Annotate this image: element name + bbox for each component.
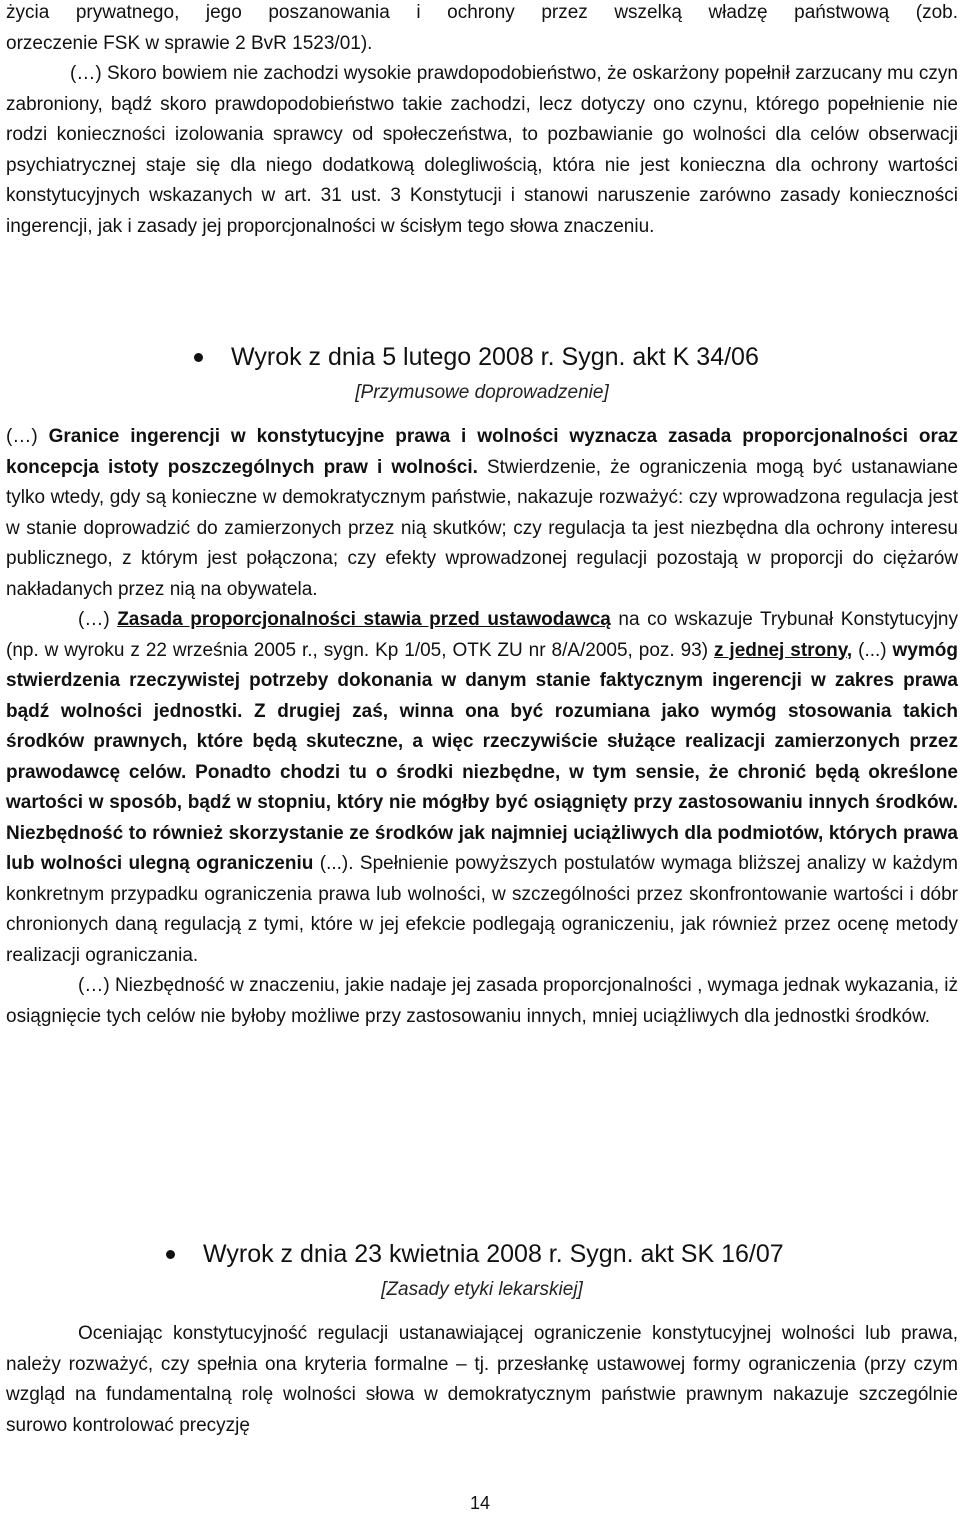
section-title: Wyrok z dnia 5 lutego 2008 r. Sygn. akt K 34/06 <box>231 343 759 371</box>
body-text: (...). Spełnienie powyższych postulatów wymaga bliższej analizy w każdym konkretnym przypadku ograniczenia prawa lub wolności, w szczególności przez skonfrontowanie wartości i dóbr chronionych daną regulacją z tymi, które w jej efekcie podlegają ograniczeniu, jak również przez ocenę metody realizacji ograniczania. <box>6 853 958 966</box>
paragraph-proportionality <box>6 605 958 971</box>
ellipsis-marker: (…) <box>6 426 49 447</box>
bold-statement: Granice ingerencji w konstytucyjne prawa i wolności wyznacza zasada proporcjonalności oraz koncepcja istoty poszczególnych praw i wolności. <box>6 426 958 478</box>
section-heading <box>6 1237 958 1271</box>
section-title: Wyrok z dnia 23 kwietnia 2008 r. Sygn. akt SK 16/07 <box>203 1240 784 1268</box>
section-subtitle: [Przymusowe doprowadzenie] <box>355 382 609 403</box>
body-text: (...) <box>852 639 893 661</box>
section-sk-16-07 <box>6 1237 958 1441</box>
body-text: na co wskazuje Trybunał Konstytucyjny (np. w wyroku z 22 września 2005 r., sygn. Kp 1/05, OTK ZU nr 8/A/2005, poz. 93) <box>6 609 958 661</box>
section-subtitle: [Zasady etyki lekarskiej] <box>381 1279 583 1300</box>
intro-block <box>6 0 958 242</box>
bullet-icon <box>166 1250 175 1259</box>
bullet-icon <box>194 353 203 362</box>
body-text: Stwierdzenie, że ograniczenia mogą być ustanawiane tylko wtedy, gdy są konieczne w demokratycznym państwie, nakazuje rozważyć: czy wprowadzona regulacja jest w stanie doprowadzić do zamierzonych przez nią skutków; czy regulacja ta jest niezbędna dla ochrony interesu publicznego, z którym jest połączona; czy efekty wprowadzonej regulacji pozostają w proporcji do ciężarów nakładanych przez nią na obywatela. <box>6 456 958 600</box>
bold-underlined-statement: Zasada proporcjonalności stawia przed ustawodawcą <box>117 609 611 630</box>
section-heading <box>6 340 958 374</box>
section-k-34-06 <box>6 340 958 1032</box>
paragraph-necessity: (…) Niezbędność w znaczeniu, jakie nadaje jej zasada proporcjonalności , wymaga jednak wykazania, iż osiągnięcie tych celów nie byłoby możliwe przy zastosowaniu innych, mniej uciążliwych dla jednostki środków. <box>6 975 958 1027</box>
paragraph-limits-of-interference <box>6 422 958 605</box>
continuation-line-1: życia prywatnego, jego poszanowania i ochrony przez wszelką władzę państwową (zob. <box>6 2 958 23</box>
paragraph-constitutional-review: Oceniając konstytucyjność regulacji ustanawiającej ograniczenie konstytucyjnej wolności lub prawa, należy rozważyć, czy spełnia ona kryteria formalne – tj. przesłankę ustawowej formy ograniczenia (przy czym wzgląd na fundamentalną rolę wolności słowa w demokratycznym państwie prawnym nakazuje szczególnie surowo kontrolować precyzję <box>6 1323 958 1436</box>
page-number: 14 <box>469 1493 491 1513</box>
bold-statement: wymóg stwierdzenia rzeczywistej potrzeby dokonania w danym stanie faktycznym ingerencji w zakres prawa bądź wolności jednostki. Z drugiej zaś, winna ona być rozumiana jako wymóg stosowania takich środków prawnych, które będą skuteczne, a więc rzeczywiście służące realizacji zamierzonych przez prawodawcę celów. Ponadto chodzi tu o środki niezbędne, w tym sensie, że chronić będą określone wartości w sposób, bądź w stopniu, który nie mógłby być osiągnięty przy zastosowaniu innych środków. Niezbędność to również skorzystanie ze środków jak najmniej uciążliwych dla podmiotów, których prawa lub wolności ulegną ograniczeniu <box>6 639 958 874</box>
paragraph-psychiatric-observation: (…) Skoro bowiem nie zachodzi wysokie prawdopodobieństwo, że oskarżony popełnił zarzucany mu czyn zabroniony, bądź skoro prawdopodobieństwo takie zachodzi, lecz dotyczy ono czynu, którego popełnienie nie rodzi konieczności izolowania sprawcy od społeczeństwa, to pozbawianie go wolności dla celów obserwacji psychiatrycznej staje się dla niego dodatkową dolegliwością, która nie jest konieczna dla ochrony wartości konstytucyjnych wskazanych w art. 31 ust. 3 Konstytucji i stanowi naruszenie zarówno zasady konieczności ingerencji, jak i zasady jej proporcjonalności w ścisłym tego słowa znaczeniu. <box>6 63 958 237</box>
continuation-line-2: orzeczenie FSK w sprawie 2 BvR 1523/01). <box>6 32 373 54</box>
bold-underlined-phrase: z jednej strony, <box>714 639 853 661</box>
ellipsis-marker: (…) <box>78 609 118 630</box>
